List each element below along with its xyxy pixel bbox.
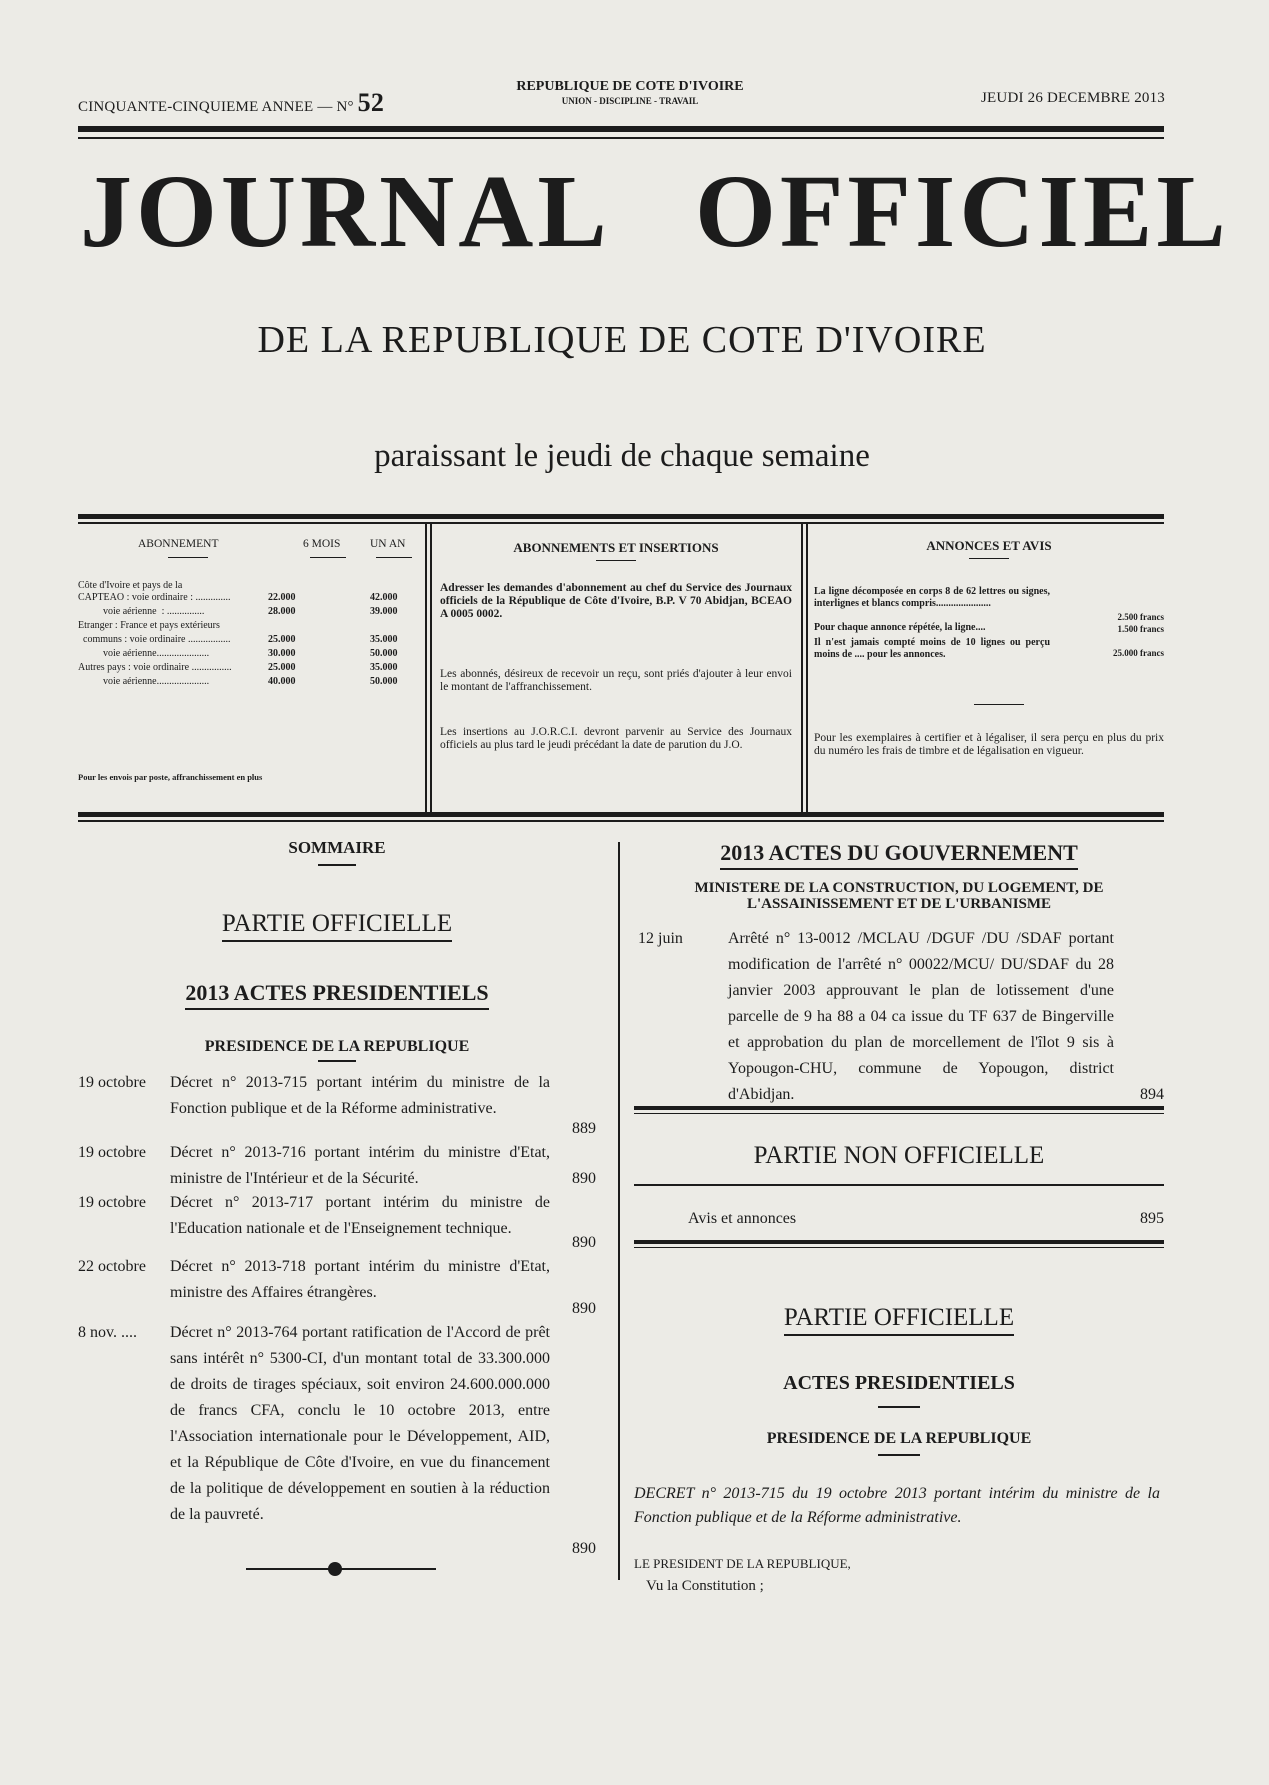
vu-constitution: Vu la Constitution ; — [646, 1578, 764, 1594]
sommaire-entry — [78, 1070, 596, 1140]
annonces-line-rate: La ligne décomposée en corps 8 de 62 lettres ou signes, interlignes et blancs compris...................... — [814, 586, 1050, 609]
rate-label: Autres pays : voie ordinaire ................ — [78, 662, 232, 673]
annonces-minimum-value: 25.000 francs — [1113, 648, 1164, 658]
issue-line — [78, 88, 384, 118]
masthead-tagline: paraissant le jeudi de chaque semaine — [374, 438, 870, 474]
sommaire-entry — [78, 1320, 596, 1560]
infobox-top-rule — [78, 514, 1164, 519]
issue-number: 52 — [357, 88, 385, 117]
end-ornament-icon — [328, 1562, 342, 1576]
avis-rule — [634, 1240, 1164, 1244]
rate-6mois: 40.000 — [268, 676, 296, 687]
infobox-top-rule-thin — [78, 522, 1164, 524]
rate-6mois: 22.000 — [268, 592, 296, 603]
entry-date: 8 nov. .... — [78, 1324, 137, 1341]
column-divider — [618, 842, 620, 1580]
annonces-repeat-value: 1.500 francs — [1117, 624, 1164, 634]
issue-date: JEUDI 26 DECEMBRE 2013 — [981, 90, 1165, 106]
presidence-rule — [878, 1454, 920, 1456]
abonnement-rates — [78, 592, 418, 692]
rate-1an: 50.000 — [370, 676, 398, 687]
republic-name: REPUBLIQUE DE COTE D'IVOIRE — [516, 79, 744, 94]
annonces-separator — [974, 704, 1024, 705]
entry-text: Décret n° 2013-764 portant ratification de l'Accord de prêt sans intérêt n° 5300-CI, d'un montant total de 33.300.000 de droits de tirages spéciaux, soit environ 24.600.000.000 de francs CFA, conclu le 10 octobre 2013, entre l'Association internationale pour le Développement, AID, et la République de Côte d'Ivoire, en vue du financement de la politique de développement en soutien à la réduction de la pauvreté. — [170, 1324, 550, 1523]
entry-date: 19 octobre — [78, 1144, 146, 1161]
masthead-subtitle: DE LA REPUBLIQUE DE COTE D'IVOIRE — [257, 319, 987, 361]
republic-motto: UNION - DISCIPLINE - TRAVAIL — [561, 96, 699, 106]
rate-1an: 35.000 — [370, 634, 398, 645]
insertions-heading-rule — [596, 560, 636, 561]
annonces-line-rate-value: 2.500 francs — [1117, 612, 1164, 622]
abonnement-prices — [78, 706, 418, 766]
entry-page: 890 — [572, 1170, 596, 1187]
col-1an: UN AN — [370, 538, 406, 550]
abonnement-intro: Côte d'Ivoire et pays de la — [78, 580, 183, 591]
non-officielle-rule — [634, 1184, 1164, 1186]
entry-text: Décret n° 2013-715 portant intérim du ministre de la Fonction publique et de la Réforme administrative. — [170, 1074, 550, 1117]
entry-date: 19 octobre — [78, 1194, 146, 1211]
insertions-column — [440, 534, 792, 804]
header-rule-thin — [78, 137, 1164, 139]
entry-text: Décret n° 2013-716 portant intérim du ministre d'Etat, ministre de l'Intérieur et de la Sécurité. — [170, 1144, 550, 1187]
gouv-heading-label: 2013 ACTES DU GOUVERNEMENT — [720, 840, 1078, 870]
sommaire-entry — [78, 1190, 596, 1254]
le-president: LE PRESIDENT DE LA REPUBLIQUE, — [634, 1556, 851, 1571]
ministere-heading: MINISTERE DE LA CONSTRUCTION, DU LOGEMENT, DE L'ASSAINISSEMENT ET DE L'URBANISME — [694, 880, 1104, 912]
col-6mois: 6 MOIS — [303, 538, 341, 550]
gouv-end-rule-thin — [634, 1113, 1164, 1114]
insertions-heading: ABONNEMENTS ET INSERTIONS — [513, 540, 719, 555]
sommaire-partie-officielle — [78, 910, 596, 942]
rate-6mois: 25.000 — [268, 634, 296, 645]
annonces-heading-rule — [969, 558, 1009, 559]
avis-page: 895 — [1140, 1210, 1164, 1227]
entry-page: 889 — [572, 1120, 596, 1137]
entry-page: 890 — [572, 1234, 596, 1251]
rate-1an: 35.000 — [370, 662, 398, 673]
rate-label: communs : voie ordinaire ................. — [78, 634, 231, 645]
sommaire-entries — [78, 1070, 596, 1570]
abonnement-footnote: Pour les envois par poste, affranchissement en plus — [78, 772, 263, 782]
rate-1an: 42.000 — [370, 592, 398, 603]
rate-6mois: 30.000 — [268, 648, 296, 659]
abonnement-heading-rule — [168, 557, 208, 558]
right-column — [634, 836, 1164, 1596]
decret-title — [634, 1482, 1160, 1530]
rate-label: voie aérienne..................... — [78, 648, 210, 659]
sommaire-column — [78, 838, 596, 1598]
entry-page: 890 — [572, 1300, 596, 1317]
abonnement-column — [78, 534, 418, 804]
rate-label: Etranger : France et pays extérieurs — [78, 620, 220, 631]
non-officielle-heading: PARTIE NON OFFICIELLE — [753, 1142, 1045, 1169]
gouv-heading — [634, 840, 1164, 870]
sommaire-heading-rule — [318, 864, 356, 866]
col-1an-rule — [376, 557, 412, 558]
insertions-receipt: Les abonnés, désireux de recevoir un reçu, sont priés d'ajouter à leur envoi le montant de l'affranchissement. — [440, 668, 792, 693]
insertions-address: Adresser les demandes d'abonnement au chef du Service des Journaux officiels de la République de Côte d'Ivoire, B.P. V 70 Abidjan, BCEAO A 0005 0002. — [440, 582, 792, 620]
infobox-divider-1b — [430, 524, 432, 812]
decret-title-text: DECRET n° 2013-715 du 19 octobre 2013 portant intérim du ministre de la Fonction publique et de la Réforme administrative. — [634, 1485, 1160, 1526]
partie-officielle-heading — [634, 1304, 1164, 1336]
infobox-divider-1 — [425, 524, 427, 812]
avis-annonces: Avis et annonces — [688, 1210, 797, 1227]
sommaire-actes-label: 2013 ACTES PRESIDENTIELS — [185, 980, 488, 1010]
entry-date: 22 octobre — [78, 1258, 146, 1275]
rate-6mois: 28.000 — [268, 606, 296, 617]
presidence-heading: PRESIDENCE DE LA REPUBLIQUE — [766, 1430, 1032, 1447]
partie-officielle-label: PARTIE OFFICIELLE — [784, 1304, 1014, 1336]
infobox-divider-2b — [806, 524, 808, 812]
sommaire-heading: SOMMAIRE — [288, 838, 386, 857]
entry-text: Décret n° 2013-718 portant intérim du ministre d'Etat, ministre des Affaires étrangères. — [170, 1258, 550, 1301]
arrete-date: 12 juin — [638, 930, 683, 947]
abonnement-heading: ABONNEMENT — [138, 538, 219, 550]
arrete-page: 894 — [1140, 1086, 1164, 1103]
sommaire-entry — [78, 1140, 596, 1190]
annonces-legalisation: Pour les exemplaires à certifier et à légaliser, il sera perçu en plus du prix du numéro les frais de timbre et de légalisation en vigueur. — [814, 732, 1164, 757]
infobox-bottom-rule-thin — [78, 820, 1164, 822]
annonces-heading: ANNONCES ET AVIS — [926, 538, 1052, 553]
gouv-end-rule — [634, 1106, 1164, 1110]
annonces-column — [814, 534, 1164, 804]
rate-label: voie aérienne : ............... — [78, 606, 205, 617]
masthead-title: JOURNAL OFFICIEL — [80, 154, 1230, 269]
rate-6mois: 25.000 — [268, 662, 296, 673]
entry-date: 19 octobre — [78, 1074, 146, 1091]
sommaire-partie-label: PARTIE OFFICIELLE — [222, 910, 452, 942]
infobox-divider-2 — [801, 524, 803, 812]
rate-label: voie aérienne..................... — [78, 676, 210, 687]
sommaire-presidence: PRESIDENCE DE LA REPUBLIQUE — [204, 1038, 470, 1055]
actes-presidentiels-heading: ACTES PRESIDENTIELS — [783, 1372, 1015, 1394]
sommaire-entry — [78, 1254, 596, 1320]
header-rule — [78, 126, 1164, 132]
arrete-text: Arrêté n° 13-0012 /MCLAU /DGUF /DU /SDAF portant modification de l'arrêté n° 00022/MCU/ DU/SDAF du 28 janvier 2003 approuvant le plan de lotissement d'une parcelle de 9 ha 88 a 04 ca issue du TF 637 de Bingerville et approbation du plan de morcellement de l'îlot 9 sis à Yopougon-CHU, commune de Yopougon, district d'Abidjan. — [728, 930, 1114, 1103]
actes-presidentiels-rule — [878, 1406, 920, 1408]
entry-text: Décret n° 2013-717 portant intérim du ministre de l'Education nationale et de l'Enseignement technique. — [170, 1194, 550, 1237]
rate-1an: 50.000 — [370, 648, 398, 659]
annonces-repeat: Pour chaque annonce répétée, la ligne.... — [814, 622, 986, 633]
year-label: CINQUANTE-CINQUIEME ANNEE — N° — [78, 99, 354, 115]
republic-header — [470, 80, 790, 108]
avis-rule-thin — [634, 1247, 1164, 1248]
rate-1an: 39.000 — [370, 606, 398, 617]
infobox-bottom-rule — [78, 812, 1164, 817]
sommaire-actes-presidentiels — [78, 980, 596, 1010]
entry-page: 890 — [572, 1540, 596, 1557]
sommaire-presidence-rule — [318, 1060, 356, 1062]
rate-label: CAPTEAO : voie ordinaire : .............. — [78, 592, 231, 603]
annonces-minimum: Il n'est jamais compté moins de 10 lignes ou perçu moins de .... pour les annonces. — [814, 637, 1050, 660]
col-6mois-rule — [310, 557, 346, 558]
insertions-deadline: Les insertions au J.O.R.C.I. devront parvenir au Service des Journaux officiels au plus tard le jeudi précédant la date de parution du J.O. — [440, 726, 792, 751]
